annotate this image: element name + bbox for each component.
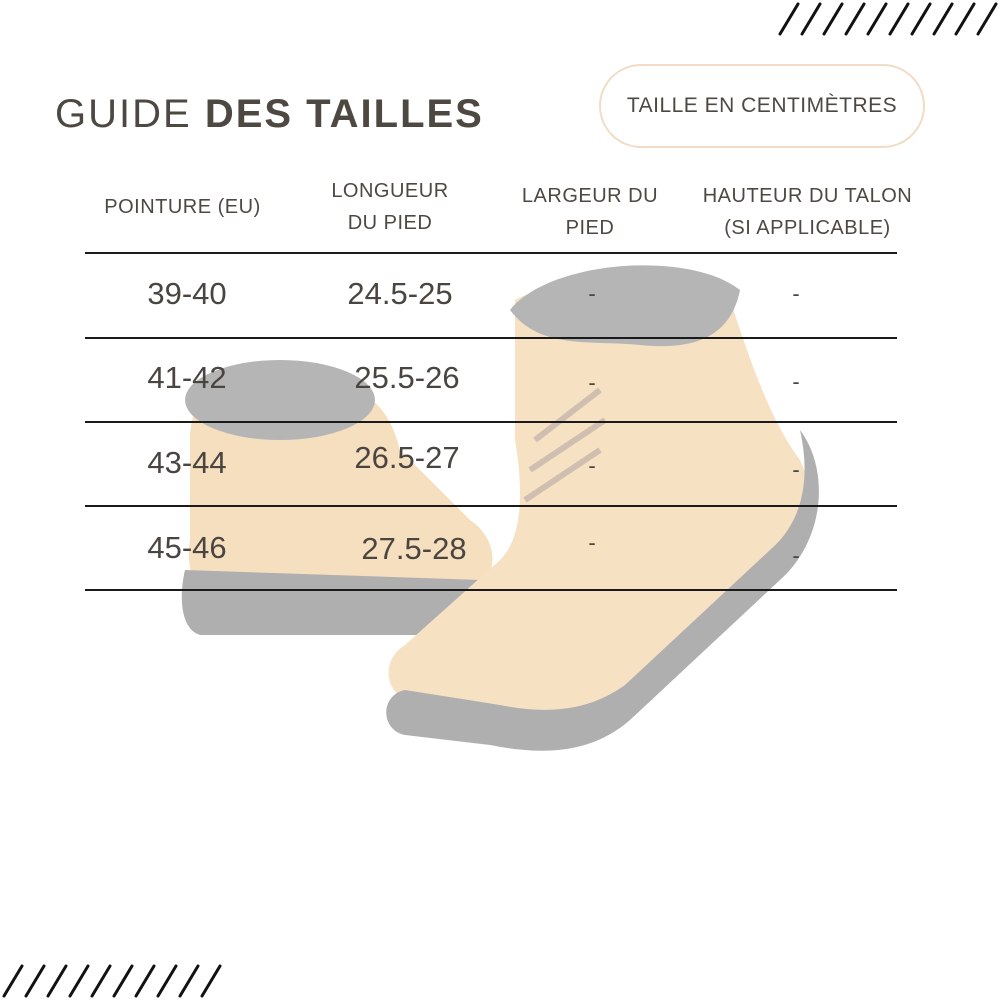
- title-bold: DES TAILLES: [204, 92, 484, 136]
- table-cell-heel: -: [792, 457, 800, 482]
- table-cell-size: 39-40: [147, 276, 227, 311]
- table-cell-width: -: [588, 530, 596, 555]
- table-cell-size: 43-44: [147, 445, 227, 480]
- table-divider: [85, 252, 897, 254]
- column-header-heel-height: HAUTEUR DU TALON (SI APPLICABLE): [702, 185, 913, 239]
- rear-boot-shape: [182, 360, 493, 635]
- unit-badge-label: TAILLE EN CENTIMÈTRES: [626, 94, 898, 117]
- table-divider: [85, 421, 897, 423]
- unit-badge: [599, 64, 925, 148]
- table-cell-length: 24.5-25: [347, 276, 453, 311]
- table-divider: [85, 589, 897, 591]
- table-cell-length: 27.5-28: [361, 531, 467, 566]
- table-cell-heel: -: [792, 543, 800, 568]
- table-cell-size: 45-46: [147, 530, 227, 565]
- column-header-size: POINTURE (EU): [104, 196, 261, 218]
- decorative-hatch-bottom: [0, 962, 230, 1000]
- column-header-foot-length: LONGUEUR DU PIED: [331, 180, 449, 234]
- table-cell-heel: -: [792, 369, 800, 394]
- table-divider: [85, 505, 897, 507]
- table-cell-length: 26.5-27: [354, 440, 460, 475]
- table-cell-length: 25.5-26: [354, 360, 460, 395]
- page-title: [55, 92, 484, 137]
- table-cell-size: 41-42: [147, 360, 227, 395]
- table-cell-heel: -: [792, 281, 800, 306]
- decorative-hatch-top: [770, 0, 1000, 38]
- table-cell-width: -: [588, 281, 596, 306]
- boots-background-image: [170, 240, 830, 760]
- title-light: GUIDE: [55, 92, 192, 136]
- table-divider: [85, 337, 897, 339]
- column-header-foot-width: LARGEUR DU PIED: [521, 185, 659, 239]
- table-cell-width: -: [588, 370, 596, 395]
- table-cell-width: -: [588, 453, 596, 478]
